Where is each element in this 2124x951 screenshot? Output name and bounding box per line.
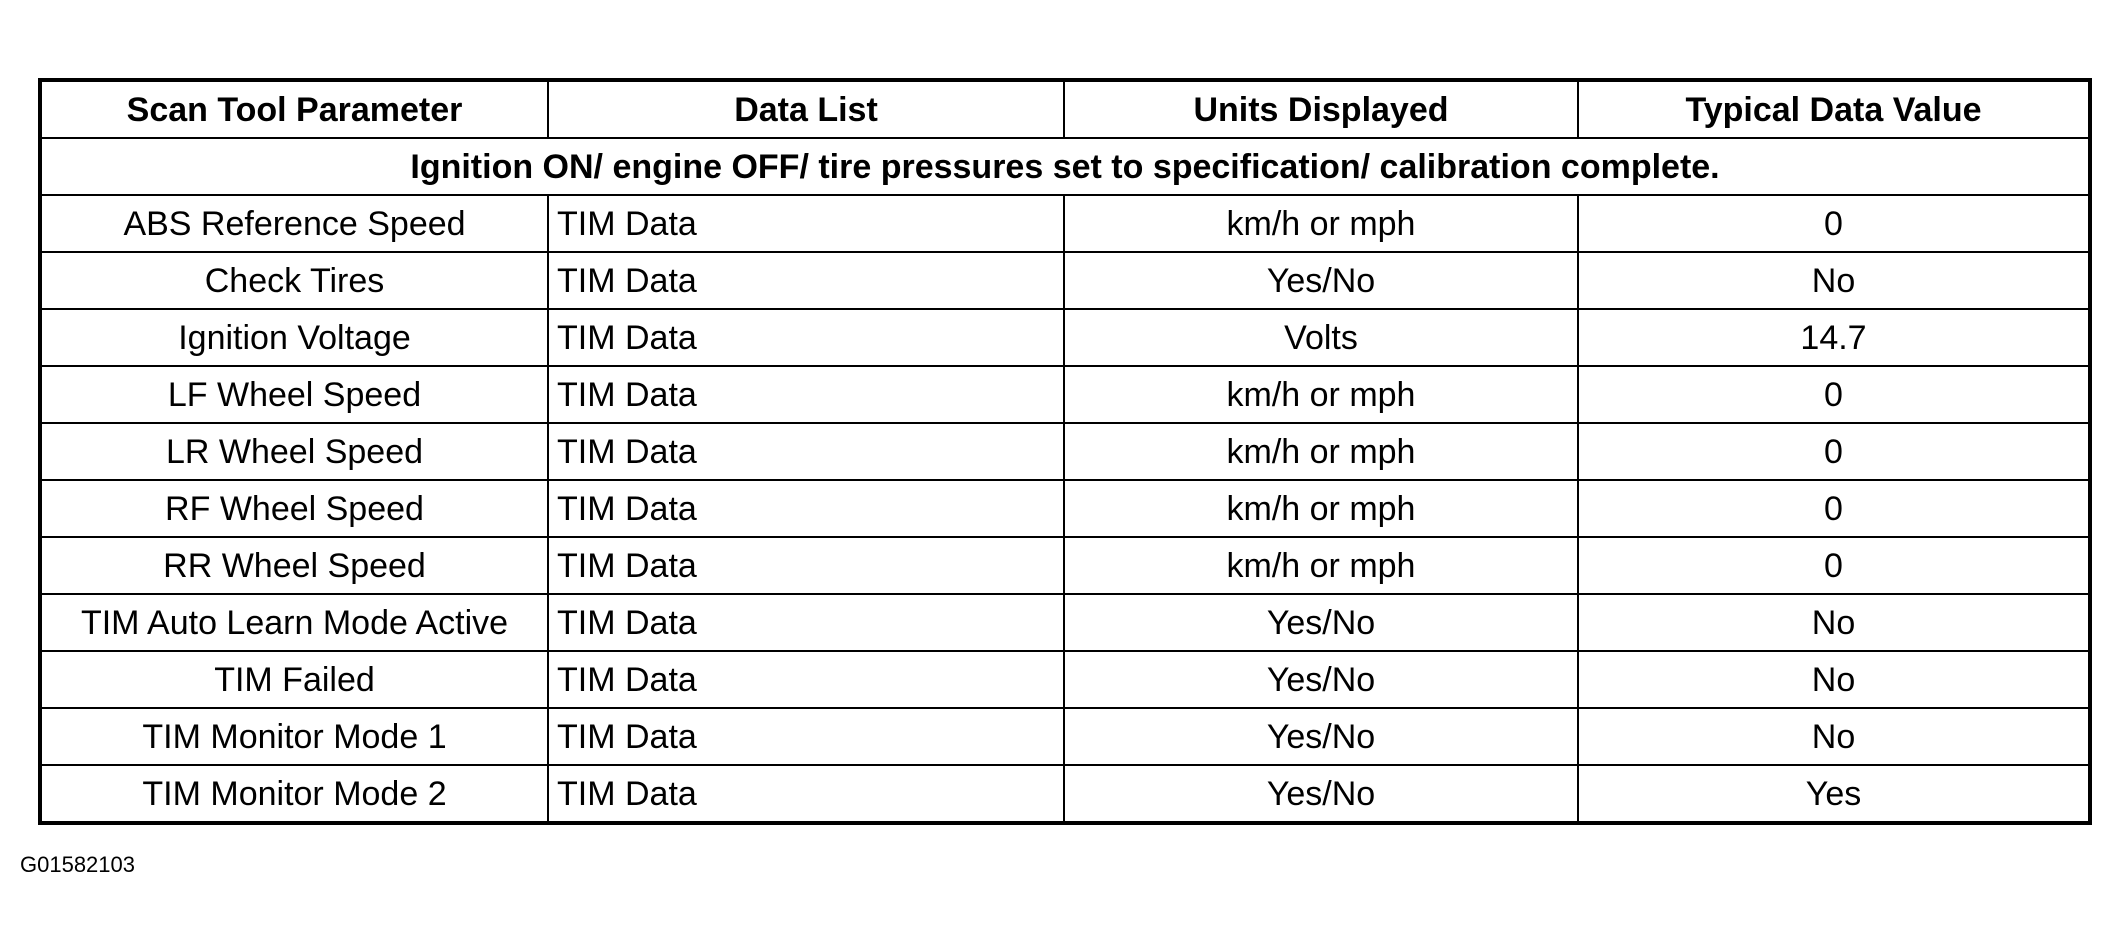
cell-typical-value: 14.7 <box>1578 309 2090 366</box>
table-row <box>40 480 2090 537</box>
cell-units: Volts <box>1064 309 1578 366</box>
cell-data-list: TIM Data <box>548 480 1064 537</box>
cell-parameter: TIM Monitor Mode 2 <box>40 765 548 823</box>
cell-typical-value: No <box>1578 252 2090 309</box>
cell-units: km/h or mph <box>1064 537 1578 594</box>
cell-parameter: TIM Monitor Mode 1 <box>40 708 548 765</box>
header-data-list: Data List <box>548 80 1064 138</box>
table-row <box>40 765 2090 823</box>
cell-typical-value: Yes <box>1578 765 2090 823</box>
condition-row <box>40 138 2090 195</box>
cell-typical-value: 0 <box>1578 480 2090 537</box>
header-row <box>40 80 2090 138</box>
cell-data-list: TIM Data <box>548 537 1064 594</box>
cell-units: km/h or mph <box>1064 423 1578 480</box>
cell-parameter: ABS Reference Speed <box>40 195 548 252</box>
cell-data-list: TIM Data <box>548 651 1064 708</box>
cell-typical-value: 0 <box>1578 537 2090 594</box>
cell-units: km/h or mph <box>1064 195 1578 252</box>
cell-data-list: TIM Data <box>548 708 1064 765</box>
cell-parameter: Check Tires <box>40 252 548 309</box>
cell-typical-value: 0 <box>1578 195 2090 252</box>
cell-units: Yes/No <box>1064 765 1578 823</box>
cell-parameter: LR Wheel Speed <box>40 423 548 480</box>
cell-units: Yes/No <box>1064 708 1578 765</box>
cell-data-list: TIM Data <box>548 252 1064 309</box>
cell-units: km/h or mph <box>1064 366 1578 423</box>
cell-units: Yes/No <box>1064 252 1578 309</box>
cell-typical-value: No <box>1578 651 2090 708</box>
condition-text: Ignition ON/ engine OFF/ tire pressures set to specification/ calibration complete. <box>40 138 2090 195</box>
table-row <box>40 651 2090 708</box>
cell-typical-value: 0 <box>1578 366 2090 423</box>
table-row <box>40 594 2090 651</box>
header-scan-tool-parameter: Scan Tool Parameter <box>40 80 548 138</box>
header-typical-data-value: Typical Data Value <box>1578 80 2090 138</box>
cell-typical-value: 0 <box>1578 423 2090 480</box>
cell-units: Yes/No <box>1064 651 1578 708</box>
figure-id: G01582103 <box>20 852 135 877</box>
cell-typical-value: No <box>1578 708 2090 765</box>
cell-parameter: RR Wheel Speed <box>40 537 548 594</box>
table-row <box>40 537 2090 594</box>
cell-units: km/h or mph <box>1064 480 1578 537</box>
scan-tool-data-table <box>38 78 2092 825</box>
table-row <box>40 309 2090 366</box>
cell-parameter: Ignition Voltage <box>40 309 548 366</box>
cell-data-list: TIM Data <box>548 423 1064 480</box>
table-row <box>40 366 2090 423</box>
table-row <box>40 708 2090 765</box>
cell-parameter: RF Wheel Speed <box>40 480 548 537</box>
header-units-displayed: Units Displayed <box>1064 80 1578 138</box>
cell-parameter: TIM Auto Learn Mode Active <box>40 594 548 651</box>
cell-data-list: TIM Data <box>548 366 1064 423</box>
cell-units: Yes/No <box>1064 594 1578 651</box>
cell-data-list: TIM Data <box>548 765 1064 823</box>
cell-data-list: TIM Data <box>548 309 1064 366</box>
table-row <box>40 195 2090 252</box>
cell-data-list: TIM Data <box>548 594 1064 651</box>
cell-data-list: TIM Data <box>548 195 1064 252</box>
cell-parameter: LF Wheel Speed <box>40 366 548 423</box>
table-row <box>40 423 2090 480</box>
cell-typical-value: No <box>1578 594 2090 651</box>
cell-parameter: TIM Failed <box>40 651 548 708</box>
table-row <box>40 252 2090 309</box>
